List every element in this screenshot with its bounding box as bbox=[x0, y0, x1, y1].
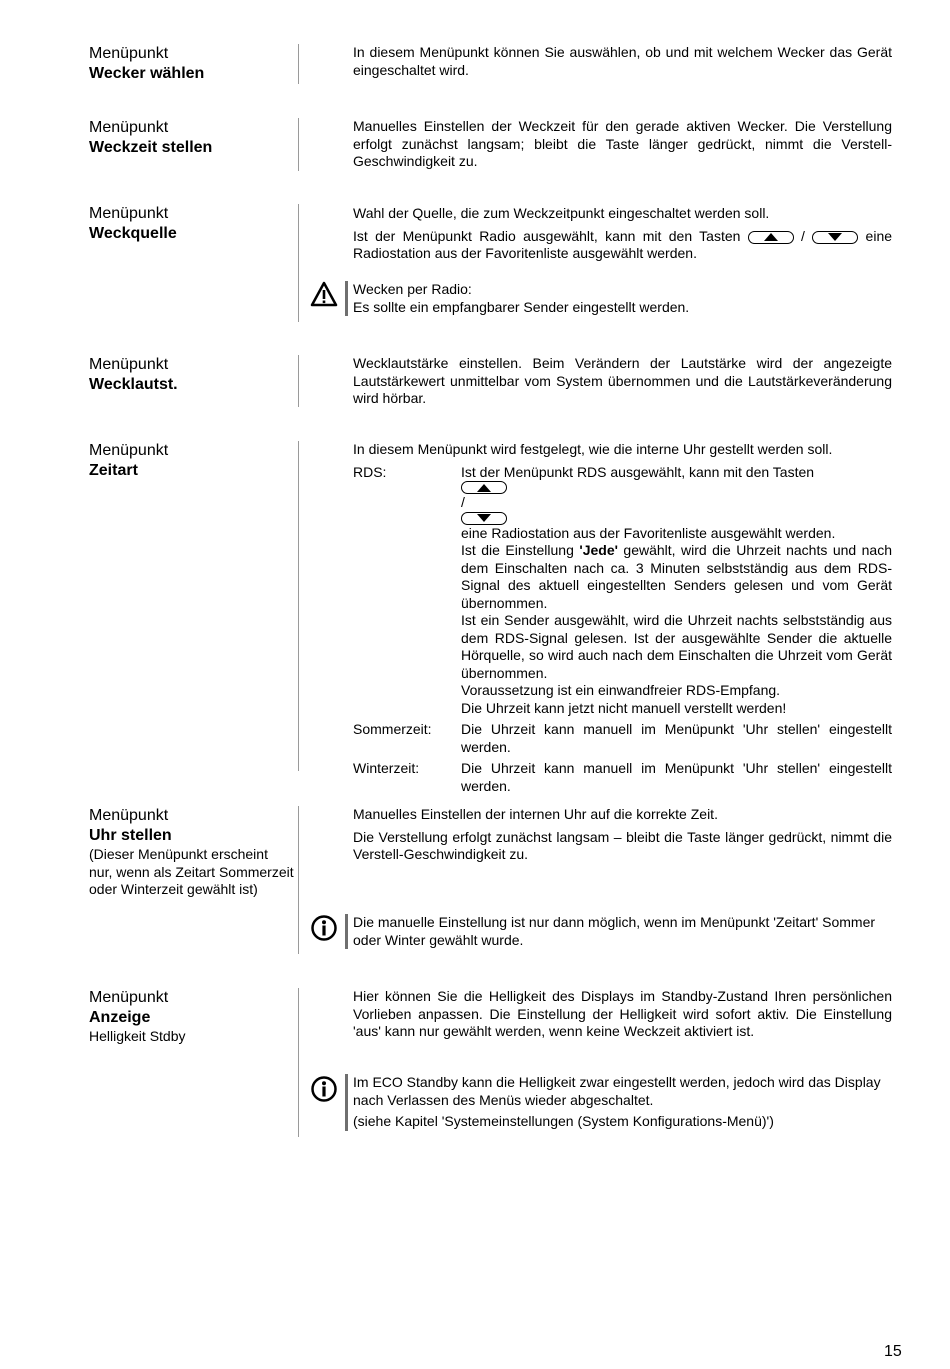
note-line: Wecken per Radio: bbox=[353, 281, 472, 297]
menu-heading bbox=[89, 44, 294, 84]
page-number: 15 bbox=[884, 1343, 902, 1360]
option-text: Ist der Menüpunkt RDS ausgewählt, kann mit den Tasten / eine Radiostation aus der Favoritenliste ausgewählt werden. Ist die Einstellung 'Jede' gewählt, wird die Uhrzeit nachts und nach dem Einschalten nach ca. 3 Minuten selbstständig aus dem RDS-Signal des aktuell eingestellten Senders gelesen und vom Gerät übernommen. Ist ein Sender ausgewählt, wird die Uhrzeit nachts selbstständig aus dem RDS-Signal gelesen. Ist der ausgewählte Sender die aktuelle Hörquelle, so wird auch nach dem Einschalten die Uhrzeit vom Gerät übernommen. Voraussetzung ist ein einwandfreier RDS-Empfang. Die Uhrzeit kann jetzt nicht manuell verstellt werden! bbox=[461, 463, 892, 716]
description bbox=[353, 205, 892, 268]
description bbox=[353, 806, 892, 869]
menu-prefix: Menüpunkt bbox=[89, 45, 169, 62]
menu-subtitle: (Dieser Menüpunkt erscheint nur, wenn als Zeitart Sommerzeit oder Winterzeit gewählt ist) bbox=[89, 846, 294, 897]
option-label: RDS: bbox=[353, 463, 387, 480]
menu-prefix: Menüpunkt bbox=[89, 205, 169, 222]
paragraph: Manuelles Einstellen der Weckzeit für den gerade aktiven Wecker. Die Verstellung erfolgt zunächst langsam; bleibt die Taste länger gedrückt, nimmt die Verstell-Geschwindigkeit zu. bbox=[353, 118, 892, 169]
option-text: Die Uhrzeit kann manuell im Menüpunkt 'Uhr stellen' eingestellt werden. bbox=[461, 721, 892, 755]
note-text: Im ECO Standby kann die Helligkeit zwar eingestellt werden, jedoch wird das Display nach Verlassen des Menüs wieder abgeschaltet. bbox=[353, 1074, 881, 1108]
paragraph: Manuelles Einstellen der internen Uhr auf die korrekte Zeit. bbox=[353, 806, 718, 822]
menu-title: Wecker wählen bbox=[89, 65, 205, 82]
menu-title: Wecklautst. bbox=[89, 376, 178, 393]
info-note bbox=[345, 1074, 892, 1131]
menu-title: Zeitart bbox=[89, 462, 138, 479]
paragraph: In diesem Menüpunkt können Sie auswählen, ob und mit welchem Wecker das Gerät eingeschaltet wird. bbox=[353, 44, 892, 78]
menu-title: Weckquelle bbox=[89, 225, 177, 242]
menu-heading bbox=[89, 441, 294, 481]
description bbox=[353, 118, 892, 176]
rds-option bbox=[353, 464, 892, 718]
warning-note bbox=[345, 281, 892, 316]
menu-title: Anzeige bbox=[89, 1009, 151, 1026]
menu-heading bbox=[89, 204, 294, 244]
menu-subtitle: Helligkeit Stdby bbox=[89, 1028, 186, 1044]
paragraph: Wecklautstärke einstellen. Beim Verändern der Lautstärke wird der angezeigte Lautstärkewert unmittelbar vom System übernommen und die Lautstärkeveränderung wird hörbar. bbox=[353, 355, 892, 406]
note-line: Es sollte ein empfangbarer Sender eingestellt werden. bbox=[353, 298, 690, 315]
column-divider bbox=[298, 204, 299, 322]
menu-prefix: Menüpunkt bbox=[89, 356, 169, 373]
column-divider bbox=[298, 44, 299, 84]
description bbox=[353, 355, 892, 413]
note-text: (siehe Kapitel 'Systemeinstellungen (System Konfigurations-Menü)') bbox=[353, 1113, 774, 1129]
option-label: Winterzeit: bbox=[353, 760, 420, 776]
winterzeit-option bbox=[353, 760, 892, 795]
menu-heading bbox=[89, 806, 294, 899]
option-label: Sommerzeit: bbox=[353, 721, 432, 737]
paragraph: Die Verstellung erfolgt zunächst langsam – bleibt die Taste länger gedrückt, nimmt die Verstell-Geschwindigkeit zu. bbox=[353, 828, 892, 862]
description bbox=[353, 988, 892, 1046]
column-divider bbox=[298, 355, 299, 407]
menu-heading bbox=[89, 118, 294, 158]
menu-heading bbox=[89, 988, 294, 1046]
info-note bbox=[345, 914, 892, 949]
description bbox=[353, 44, 892, 84]
sommerzeit-option bbox=[353, 721, 892, 756]
paragraph: Ist der Menüpunkt Radio ausgewählt, kann mit den Tasten / eine Radiostation aus der Favoritenliste ausgewählt werden. bbox=[353, 227, 893, 261]
menu-title: Weckzeit stellen bbox=[89, 139, 213, 156]
menu-title: Uhr stellen bbox=[89, 827, 172, 844]
paragraph: In diesem Menüpunkt wird festgelegt, wie die interne Uhr gestellt werden soll. bbox=[353, 441, 833, 457]
note-text: Die manuelle Einstellung ist nur dann möglich, wenn im Menüpunkt 'Zeitart' Sommer oder Winter gewählt wurde. bbox=[353, 914, 876, 948]
description bbox=[353, 441, 892, 795]
menu-heading bbox=[89, 355, 294, 395]
column-divider bbox=[298, 988, 299, 1137]
option-text: Die Uhrzeit kann manuell im Menüpunkt 'Uhr stellen' eingestellt werden. bbox=[461, 760, 892, 794]
paragraph: Wahl der Quelle, die zum Weckzeitpunkt eingeschaltet werden soll. bbox=[353, 205, 770, 221]
column-divider bbox=[298, 806, 299, 954]
warning-triangle-icon bbox=[310, 281, 338, 309]
arrow-up-key-icon bbox=[461, 481, 507, 494]
arrow-down-key-icon bbox=[461, 512, 507, 525]
arrow-up-key-icon bbox=[748, 231, 794, 244]
menu-prefix: Menüpunkt bbox=[89, 442, 169, 459]
paragraph: Hier können Sie die Helligkeit des Displays im Standby-Zustand Ihren persönlichen Vorlieben anpassen. Die Einstellung der Helligkeit wird sofort aktiv. Die Einstellung 'aus' kann nur gewählt werden, wenn keine Weckzeit aktiviert ist. bbox=[353, 988, 892, 1039]
column-divider bbox=[298, 441, 299, 771]
arrow-down-key-icon bbox=[812, 231, 858, 244]
menu-prefix: Menüpunkt bbox=[89, 807, 169, 824]
column-divider bbox=[298, 118, 299, 171]
menu-prefix: Menüpunkt bbox=[89, 989, 169, 1006]
menu-prefix: Menüpunkt bbox=[89, 119, 169, 136]
info-circle-icon bbox=[310, 914, 338, 942]
info-circle-icon bbox=[310, 1075, 338, 1103]
